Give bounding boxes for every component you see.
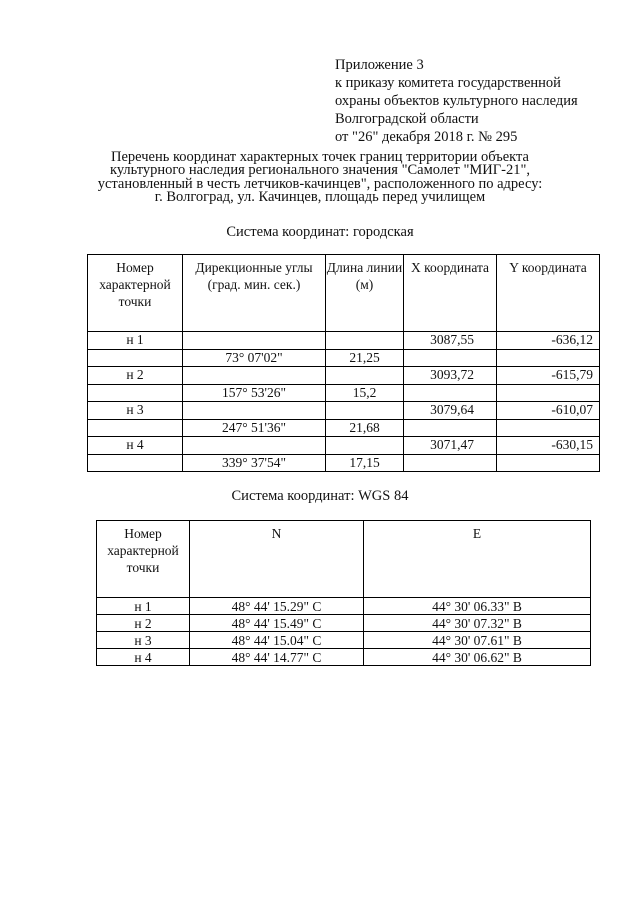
- cell-point: н 1: [97, 598, 190, 615]
- wgs84-coordinates-table: [96, 520, 591, 666]
- header-north: N: [190, 521, 364, 598]
- cell-x: [404, 454, 497, 472]
- header-y-coordinate: Y координата: [497, 255, 600, 332]
- table-header-row: [88, 255, 600, 332]
- table-row: [88, 367, 600, 385]
- cell-x: 3079,64: [404, 402, 497, 420]
- title-line: установленный в честь летчиков-качинцев", расположенного по адресу:: [97, 175, 543, 192]
- table-row: [97, 598, 591, 615]
- cell-north: 48° 44' 15.49" С: [190, 615, 364, 632]
- appendix-line: к приказу комитета государственной: [335, 75, 561, 91]
- cell-length: 21,68: [326, 419, 404, 437]
- header-point-number: Номер характерной точки: [97, 521, 190, 598]
- table1-caption: Система координат: городская: [226, 224, 414, 240]
- appendix-line: от "26" декабря 2018 г. № 295: [335, 129, 518, 145]
- cell-x: [404, 349, 497, 367]
- cell-angle: 157° 53'26": [183, 384, 326, 402]
- table-row: [88, 419, 600, 437]
- cell-y: -630,15: [497, 437, 600, 455]
- table-header-row: [97, 521, 591, 598]
- cell-y: [497, 419, 600, 437]
- cell-angle: 73° 07'02": [183, 349, 326, 367]
- cell-length: 21,25: [326, 349, 404, 367]
- appendix-line: охраны объектов культурного наследия: [335, 93, 578, 109]
- table-row: [97, 615, 591, 632]
- cell-x: 3087,55: [404, 332, 497, 350]
- cell-x: 3071,47: [404, 437, 497, 455]
- document-title: [60, 151, 580, 204]
- city-coordinates-table: [87, 254, 600, 472]
- cell-y: -615,79: [497, 367, 600, 385]
- cell-length: [326, 402, 404, 420]
- title-line: Перечень координат характерных точек границ территории объекта: [111, 149, 529, 165]
- header-direction-angles: Дирекционные углы (град. мин. сек.): [183, 255, 326, 332]
- cell-angle: [183, 367, 326, 385]
- cell-east: 44° 30' 06.33" В: [364, 598, 591, 615]
- cell-point: [88, 454, 183, 472]
- header-line-length: Длина линии (м): [326, 255, 404, 332]
- header-point-number: Номер характерной точки: [88, 255, 183, 332]
- table-row: [88, 384, 600, 402]
- table-row: [88, 349, 600, 367]
- table-row: [97, 649, 591, 666]
- cell-length: [326, 367, 404, 385]
- cell-east: 44° 30' 06.62" В: [364, 649, 591, 666]
- cell-point: н 3: [88, 402, 183, 420]
- cell-length: [326, 332, 404, 350]
- cell-north: 48° 44' 14.77" С: [190, 649, 364, 666]
- cell-length: 15,2: [326, 384, 404, 402]
- cell-east: 44° 30' 07.61" В: [364, 632, 591, 649]
- cell-y: -610,07: [497, 402, 600, 420]
- cell-east: 44° 30' 07.32" В: [364, 615, 591, 632]
- cell-length: 17,15: [326, 454, 404, 472]
- table-row: [97, 632, 591, 649]
- cell-angle: [183, 402, 326, 420]
- cell-point: н 4: [88, 437, 183, 455]
- table2-caption: Система координат: WGS 84: [231, 488, 409, 504]
- cell-y: [497, 349, 600, 367]
- cell-point: н 2: [97, 615, 190, 632]
- table-row: [88, 332, 600, 350]
- cell-angle: 247° 51'36": [183, 419, 326, 437]
- cell-point: [88, 419, 183, 437]
- cell-point: н 1: [88, 332, 183, 350]
- cell-point: н 3: [97, 632, 190, 649]
- title-line: культурного наследия регионального значения "Самолет "МИГ-21",: [109, 162, 530, 179]
- cell-x: [404, 384, 497, 402]
- title-line: г. Волгоград, ул. Качинцев, площадь перед училищем: [154, 188, 486, 205]
- cell-y: [497, 454, 600, 472]
- cell-angle: 339° 37'54": [183, 454, 326, 472]
- appendix-block: [335, 56, 578, 146]
- cell-point: [88, 384, 183, 402]
- cell-angle: [183, 437, 326, 455]
- appendix-line: Волгоградской области: [335, 111, 479, 127]
- header-x-coordinate: X координата: [404, 255, 497, 332]
- table-row: [88, 437, 600, 455]
- cell-y: [497, 384, 600, 402]
- table-row: [88, 454, 600, 472]
- cell-angle: [183, 332, 326, 350]
- cell-north: 48° 44' 15.04" С: [190, 632, 364, 649]
- cell-point: [88, 349, 183, 367]
- cell-point: н 4: [97, 649, 190, 666]
- cell-x: [404, 419, 497, 437]
- cell-y: -636,12: [497, 332, 600, 350]
- table-row: [88, 402, 600, 420]
- cell-north: 48° 44' 15.29" С: [190, 598, 364, 615]
- cell-x: 3093,72: [404, 367, 497, 385]
- header-east: E: [364, 521, 591, 598]
- cell-point: н 2: [88, 367, 183, 385]
- appendix-line: Приложение 3: [335, 57, 424, 73]
- cell-length: [326, 437, 404, 455]
